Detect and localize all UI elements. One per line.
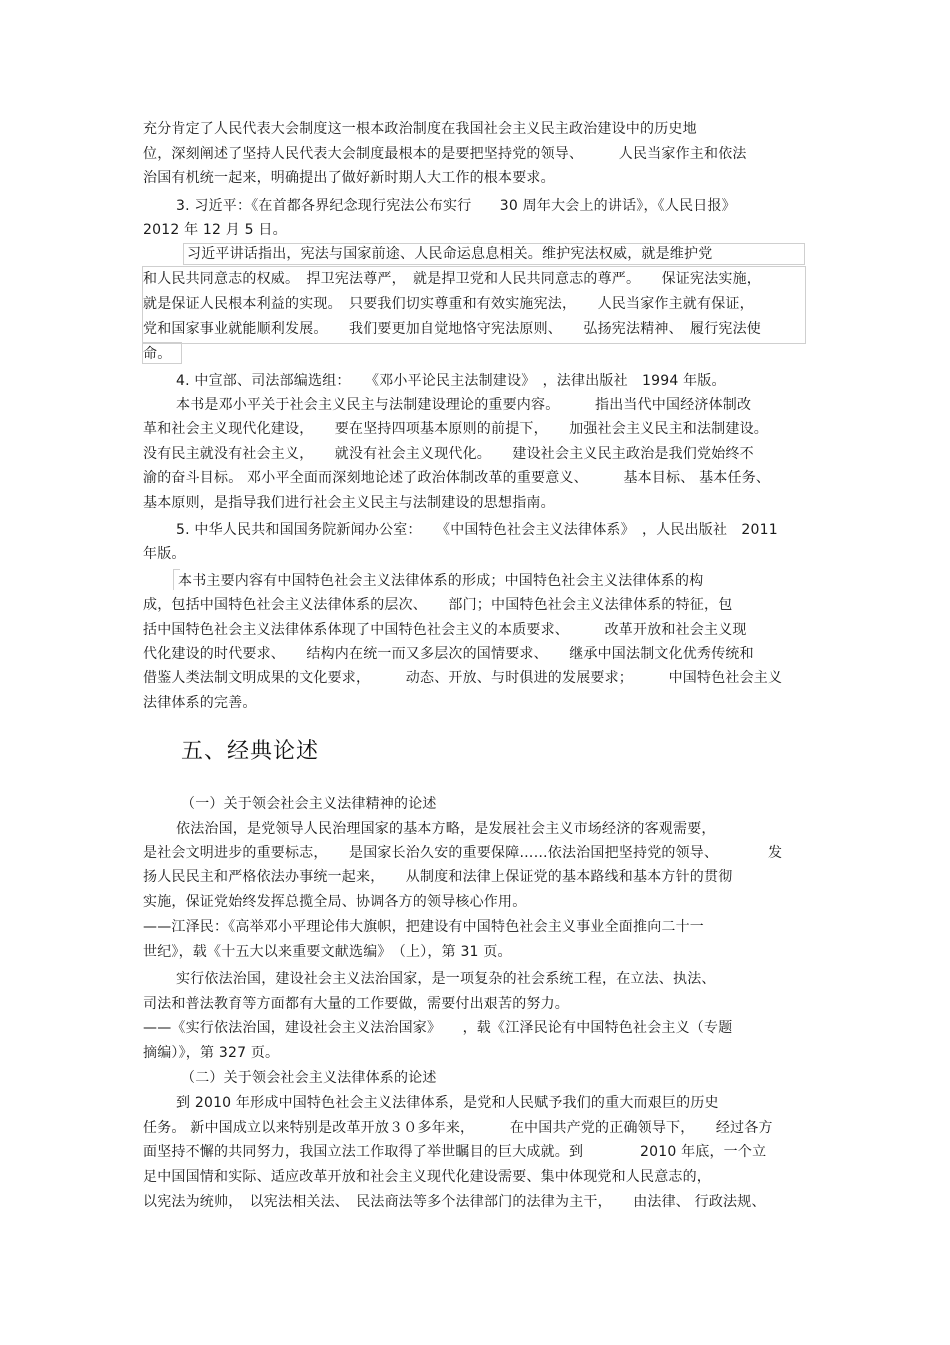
text-line: 实施，保证党始终发挥总揽全局、协调各方的领导核心作用。 — [143, 894, 527, 910]
subsection-title: （一）关于领会社会主义法律精神的论述 — [181, 796, 437, 812]
text-line: 渝的奋斗目标。 邓小平全面而深刻地论述了政治体制改革的重要意义、 基本目标、 基本任务、 — [143, 470, 771, 486]
text-line: 本书是邓小平关于社会主义民主与法制建设理论的重要内容。 指出当代中国经济体制改 — [176, 397, 752, 413]
citation-line: 世纪》，载《十五大以来重要文献选编》 （上），第 31 页。 — [143, 944, 512, 960]
citation-line: ——江泽民：《高举邓小平理论伟大旗帜，把建设有中国特色社会主义事业全面推向二十一 — [143, 919, 704, 935]
section-heading: 五、经典论述 — [181, 739, 320, 764]
text-line: 本书主要内容有中国特色社会主义法律体系的形成；中国特色社会主义法律体系的构 — [178, 573, 704, 589]
text-line: 任务。 新中国成立以来特别是改革开放３０多年来， 在中国共产党的正确领导下， 经过各方 — [143, 1120, 773, 1136]
text-line: 位，深刻阐述了坚持人民代表大会制度最根本的是要把坚持党的领导、 人民当家作主和依法 — [143, 146, 747, 162]
text-line: 是社会文明进步的重要标志， 是国家长治久安的重要保障……依法治国把坚持党的领导、 发 — [143, 845, 783, 861]
citation-line: 摘编）》，第 327 页。 — [143, 1045, 280, 1061]
text-line: 习近平讲话指出，宪法与国家前途、人民命运息息相关。维护宪法权威，就是维护党 — [187, 246, 713, 262]
text-line: 革和社会主义现代化建设， 要在坚持四项基本原则的前提下， 加强社会主义民主和法制建设。 — [143, 421, 768, 437]
text-line: 司法和普法教育等方面都有大量的工作要做，需要付出艰苦的努力。 — [143, 996, 569, 1012]
citation-line: ——《实行依法治国，建设社会主义法治国家》 ，载《江泽民论有中国特色社会主义（专题 — [143, 1020, 733, 1036]
text-line: 和人民共同意志的权威。 捍卫宪法尊严， 就是捍卫党和人民共同意志的尊严。 保证宪法实施， — [143, 271, 761, 287]
text-line: 充分肯定了人民代表大会制度这一根本政治制度在我国社会主义民主政治建设中的历史地 — [143, 121, 697, 137]
text-line: 基本原则，是指导我们进行社会主义民主与法制建设的思想指南。 — [143, 495, 555, 511]
text-line: 成，包括中国特色社会主义法律体系的层次、 部门；中国特色社会主义法律体系的特征，包 — [143, 597, 733, 613]
reference-item-cont: 2012 年 12 月 5 日。 — [143, 222, 287, 238]
text-line: 代化建设的时代要求、 结构内在统一而又多层次的国情要求、 继承中国法制文化优秀传统和 — [143, 646, 754, 662]
reference-item: 5. 中华人民共和国国务院新闻办公室： 《中国特色社会主义法律体系》 ，人民出版社 2011 — [176, 522, 778, 538]
text-line: 面坚持不懈的共同努力，我国立法工作取得了举世瞩目的巨大成就。到 2010 年底，一个立 — [143, 1144, 767, 1160]
reference-item: 3. 习近平：《在首都各界纪念现行宪法公布实行 30 周年大会上的讲话》，《人民日报》 — [176, 198, 736, 214]
text-line: 到 2010 年形成中国特色社会主义法律体系，是党和人民赋予我们的重大而艰巨的历史 — [176, 1095, 719, 1111]
text-line: 没有民主就没有社会主义， 就没有社会主义现代化。 建设社会主义民主政治是我们党始终不 — [143, 446, 754, 462]
reference-item: 4. 中宣部、司法部编选组： 《邓小平论民主法制建设》 ，法律出版社 1994 年版。 — [176, 373, 726, 389]
text-line: 治国有机统一起来，明确提出了做好新时期人大工作的根本要求。 — [143, 170, 555, 186]
text-line: 就是保证人民根本利益的实现。 只要我们切实尊重和有效实施宪法， 人民当家作主就有保证， — [143, 296, 754, 312]
text-line: 实行依法治国，建设社会主义法治国家，是一项复杂的社会系统工程，在立法、执法、 — [176, 971, 716, 987]
text-line: 借鉴人类法制文明成果的文化要求， 动态、开放、与时俱进的发展要求； 中国特色社会主义 — [143, 670, 783, 686]
text-line: 扬人民民主和严格依法办事统一起来， 从制度和法律上保证党的基本路线和基本方针的贯彻 — [143, 869, 733, 885]
text-line: 括中国特色社会主义法律体系体现了中国特色社会主义的本质要求、 改革开放和社会主义现 — [143, 622, 747, 638]
text-line: 命。 — [143, 346, 172, 362]
text-line: 依法治国，是党领导人民治理国家的基本方略，是发展社会主义市场经济的客观需要， — [176, 821, 716, 837]
reference-item-cont: 年版。 — [143, 546, 186, 562]
subsection-title: （二）关于领会社会主义法律体系的论述 — [181, 1070, 437, 1086]
text-line: 党和国家事业就能顺利发展。 我们要更加自觉地恪守宪法原则、 弘扬宪法精神、 履行宪法使 — [143, 321, 761, 337]
text-line: 以宪法为统帅， 以宪法相关法、 民法商法等多个法律部门的法律为主干， 由法律、 行政法规、 — [143, 1194, 766, 1210]
text-line: 法律体系的完善。 — [143, 695, 257, 711]
text-line: 足中国国情和实际、适应改革开放和社会主义现代化建设需要、集中体现党和人民意志的， — [143, 1169, 711, 1185]
